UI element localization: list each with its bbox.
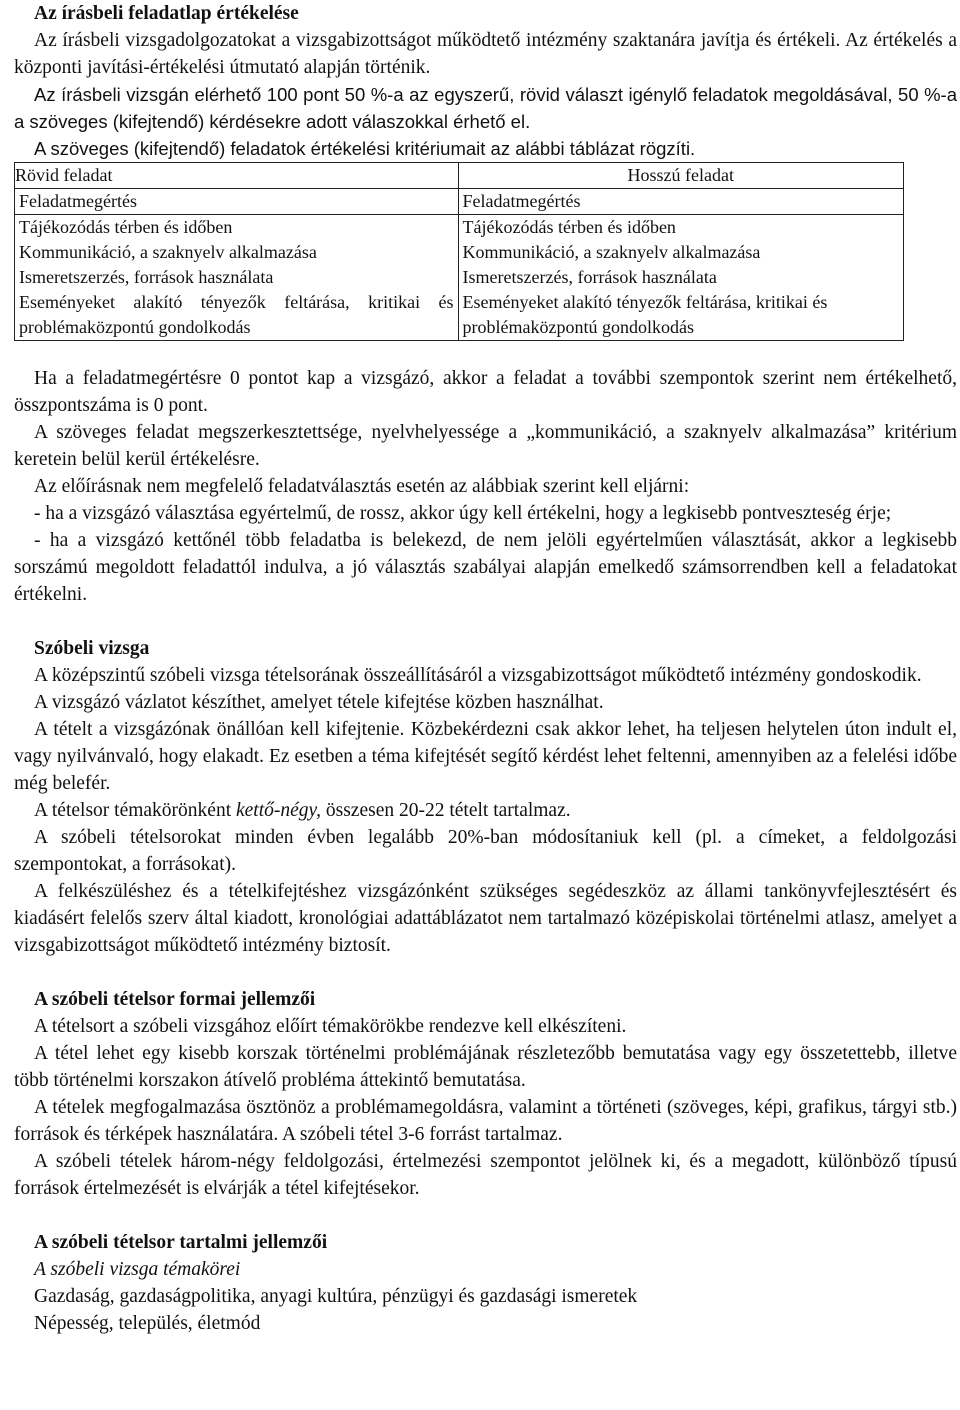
table-cell-short: [15, 215, 459, 341]
paragraph: A középszintű szóbeli vizsga tételsorának összeállításáról a vizsgabizottságot működtető intézmény gondoskodik.: [34, 665, 922, 686]
criterion-item: Ismeretszerzés, források használata: [462, 267, 717, 287]
table-cell-long: [458, 189, 903, 215]
criterion-item: Eseményeket alakító tényezők feltárása, kritikai és problémaközpontú gondolkodás: [19, 292, 454, 337]
table-cell-long: [458, 215, 903, 341]
paragraph: A szóbeli tételsorokat minden évben legalább 20%-ban módosítaniuk kell (pl. a címeket, a feldolgozási szempontokat, a forrásokat).: [14, 827, 957, 875]
criterion-item: Kommunikáció, a szaknyelv alkalmazása: [462, 242, 761, 262]
text-run: A tételsor témakörönként: [34, 800, 236, 821]
column-header-long: Hosszú feladat: [458, 163, 903, 189]
document-page: [14, 0, 957, 1337]
paragraph: - ha a vizsgázó választása egyértelmű, de rossz, akkor úgy kell értékelni, hogy a legkisebb pontveszteség érje;: [34, 503, 892, 524]
paragraph: A szöveges (kifejtendő) feladatok értékelési kritériumait az alábbi táblázat rögzíti.: [34, 138, 696, 159]
criterion-item: Ismeretszerzés, források használata: [19, 267, 274, 287]
criteria-table: [14, 162, 904, 341]
paragraph: - ha a vizsgázó kettőnél több feladatba is belekezd, de nem jelöli egyértelműen választását, akkor a legkisebb sorszámú megoldott feladattól indulva, a jó választás szabályai alapján emelkedő számsorrendben kell a feladatokat értékelni.: [14, 530, 957, 605]
section-heading-content: A szóbeli tételsor tartalmi jellemzői: [34, 1232, 328, 1253]
section-heading-oral: Szóbeli vizsga: [34, 638, 150, 659]
paragraph: A tételsort a szóbeli vizsgához előírt témakörökbe rendezve kell elkészíteni.: [34, 1016, 627, 1037]
table-row: [15, 215, 904, 341]
paragraph: A szóbeli tételek három-négy feldolgozási, értelmezési szempontot jelölnek ki, és a megadott, különböző típusú források értelmezését is elvárják a tétel kifejtésekor.: [14, 1151, 957, 1199]
paragraph: Az előírásnak nem megfelelő feladatválasztás esetén az alábbiak szerint kell eljárni:: [34, 476, 690, 497]
table-cell-short: [15, 189, 459, 215]
paragraph: Ha a feladatmegértésre 0 pontot kap a vizsgázó, akkor a feladat a további szempontok szerint nem értékelhető, összpontszáma is 0 pont.: [14, 368, 957, 416]
subheading-topics: A szóbeli vizsga témakörei: [34, 1259, 241, 1280]
criterion-item: Eseményeket alakító tényezők feltárása, kritikai és problémaközpontú gondolkodás: [462, 292, 828, 337]
paragraph: A vizsgázó vázlatot készíthet, amelyet tétele kifejtése közben használhat.: [34, 692, 604, 713]
section-heading-written: Az írásbeli feladatlap értékelése: [34, 3, 299, 24]
criterion-item: Feladatmegértés: [19, 191, 137, 211]
column-header-short: Rövid feladat: [15, 163, 459, 189]
topic-item: Gazdaság, gazdaságpolitika, anyagi kultúra, pénzügyi és gazdasági ismeretek: [34, 1286, 638, 1307]
paragraph: A tételek megfogalmazása ösztönöz a problémamegoldásra, valamint a történeti (szöveges, képi, grafikus, tárgyi stb.) források és térképek használatára. A szóbeli tétel 3-6 forrást tartalmaz.: [14, 1097, 957, 1145]
paragraph: A szöveges feladat megszerkesztettsége, nyelvhelyessége a „kommunikáció, a szaknyelv alkalmazása” kritérium keretein belül kerül értékelésre.: [14, 422, 957, 470]
paragraph: A tételt a vizsgázónak önállóan kell kifejtenie. Közbekérdezni csak akkor lehet, ha teljesen helytelen úton indult el, vagy nyilvánvaló, hogy elakadt. Ez esetben a téma kifejtését segítő kérdést lehet feltenni, amennyiben az a felelési időbe még belefér.: [14, 719, 957, 794]
table-row: [15, 189, 904, 215]
text-run: összesen 20-22 tételt tartalmaz.: [321, 800, 571, 821]
criterion-item: Tájékozódás térben és időben: [462, 217, 676, 237]
paragraph: Az írásbeli vizsgán elérhető 100 pont 50 %-a az egyszerű, rövid választ igénylő feladatok megoldásával, 50 %-a a szöveges (kifejtendő) kérdésekre adott válaszokkal érhető el.: [14, 84, 957, 132]
table-header-row: [15, 163, 904, 189]
topic-item: Népesség, település, életmód: [34, 1313, 261, 1334]
italic-text: kettő-négy,: [236, 800, 321, 821]
section-heading-formal: A szóbeli tételsor formai jellemzői: [34, 989, 316, 1010]
paragraph: A felkészüléshez és a tételkifejtéshez vizsgázónként szükséges segédeszköz az állami tankönyvfejlesztésért és kiadásért felelős szerv által kiadott, kronológiai adattáblázatot nem tartalmazó középiskolai történelmi atlasz, amelyet a vizsgabizottságot működtető intézmény biztosít.: [14, 881, 957, 956]
criterion-item: Kommunikáció, a szaknyelv alkalmazása: [19, 242, 317, 262]
paragraph: A tétel lehet egy kisebb korszak történelmi problémájának részletezőbb bemutatása vagy egy összetettebb, illetve több történelmi korszakon átívelő probléma áttekintő bemutatása.: [14, 1043, 957, 1091]
paragraph: Az írásbeli vizsgadolgozatokat a vizsgabizottságot működtető intézmény szaktanára javítja és értékeli. Az értékelés a központi javítási-értékelési útmutató alapján történik.: [14, 30, 957, 78]
criterion-item: Tájékozódás térben és időben: [19, 217, 233, 237]
paragraph: [14, 797, 957, 824]
criterion-item: Feladatmegértés: [462, 191, 581, 211]
